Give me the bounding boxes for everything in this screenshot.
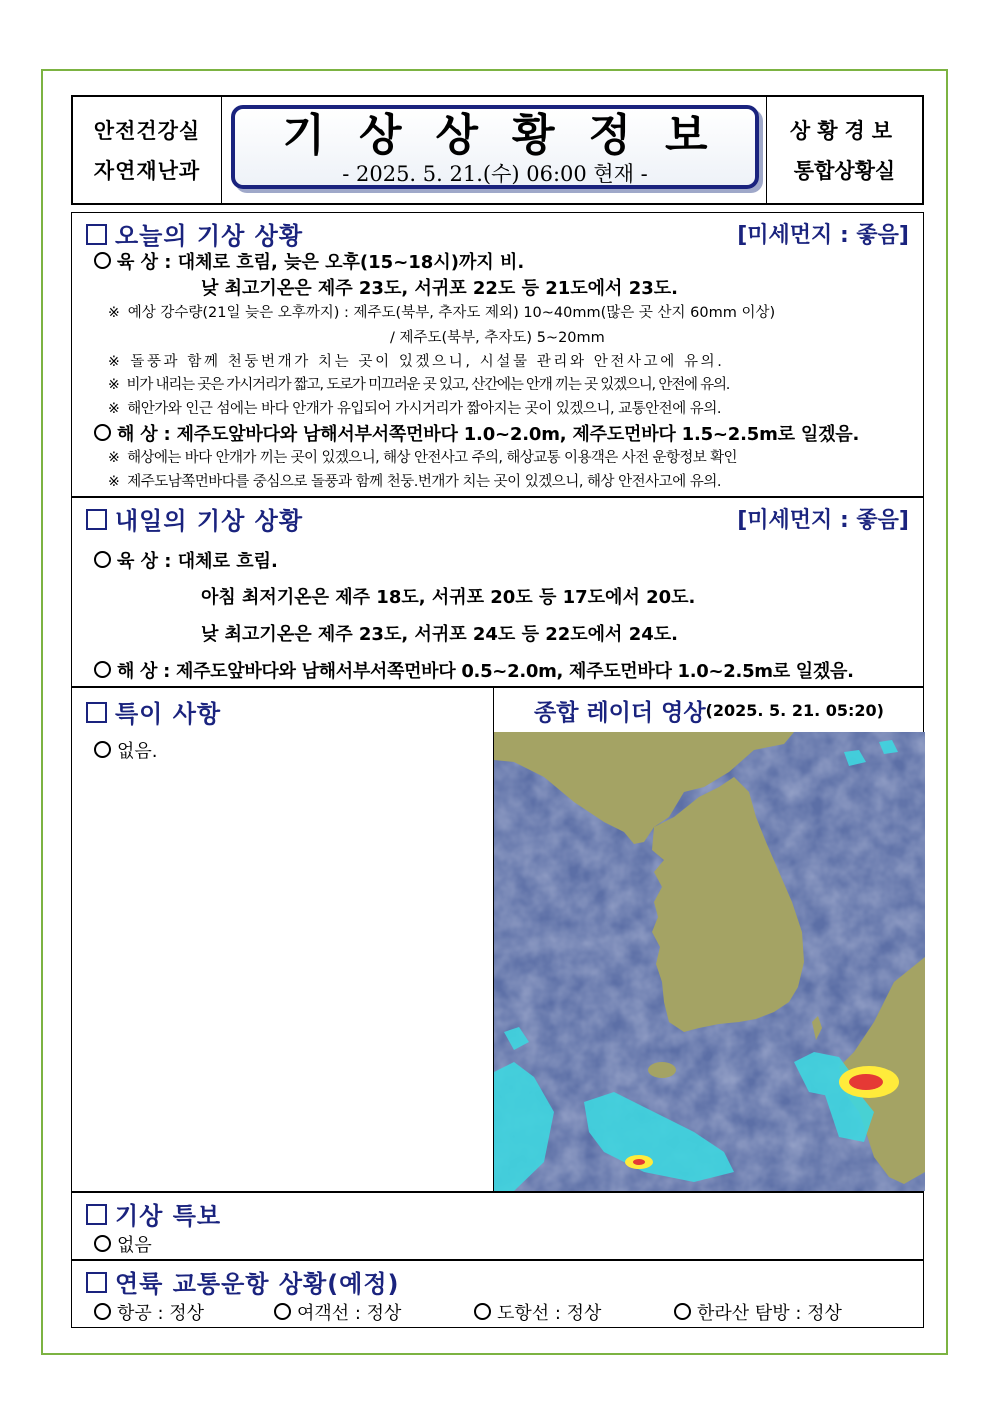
tomorrow-max-temp: 낮 최고기온은 제주 23도, 서귀포 24도 등 22도에서 24도.	[201, 624, 678, 645]
circle-bullet-icon	[94, 252, 111, 269]
issuer-center: 통합상황실	[793, 159, 896, 183]
special-section	[71, 687, 924, 1192]
tomorrow-dust: [미세먼지 : 좋음]	[737, 508, 909, 533]
issuer-left	[73, 97, 222, 203]
note-mark-icon: ※	[108, 377, 119, 393]
transport-air: 항공 : 정상	[94, 1299, 204, 1325]
today-title-text: 오늘의 기상 상황	[115, 222, 303, 250]
note-rain-line1: 예상 강수량(21일 늦은 오후까지) : 제주도(북부, 추자도 제외) 10~40mm(많은 곳 산지 60mm 이상)	[127, 305, 776, 321]
note-mark-icon: ※	[108, 401, 120, 417]
note-road: ※ 비가 내리는 곳은 가시거리가 짧고, 도로가 미끄러운 곳 있고, 산간에는 안개 끼는 곳 있겠으니, 안전에 유의.	[108, 377, 730, 393]
report-date: - 2025. 5. 21.(수) 06:00 현재 -	[342, 162, 648, 186]
circle-bullet-icon	[94, 661, 111, 678]
tomorrow-land: 육 상 : 대체로 흐림.	[94, 547, 278, 573]
land-label: 육 상 :	[117, 252, 172, 273]
today-title	[86, 216, 303, 251]
note-fog: ※ 해안가와 인근 섬에는 바다 안개가 유입되어 가시거리가 짧아지는 곳이 있겠으니, 교통안전에 유의.	[108, 401, 721, 417]
tomorrow-sea: 해 상 : 제주도앞바다와 남해서부서쪽먼바다 0.5~2.0m, 제주도먼바다 1.0~2.5m로 일겠음.	[94, 657, 854, 683]
transport-hallasan: 한라산 탐방 : 정상	[674, 1299, 842, 1325]
checkbox-icon	[86, 1272, 107, 1293]
note-rain-line2: / 제주도(북부, 추자도) 5~20mm	[390, 330, 605, 346]
checkbox-icon	[86, 702, 107, 723]
issuer-alert: 상황경보	[789, 119, 900, 143]
today-sea: 해 상 : 제주도앞바다와 남해서부서쪽먼바다 1.0~2.0m, 제주도먼바다 1.5~2.5m로 일겠음.	[94, 420, 859, 446]
today-section	[71, 212, 924, 497]
note-rain	[108, 301, 775, 322]
issuer-right	[766, 97, 922, 203]
special-title: 특이 사항	[86, 694, 221, 729]
warning-item: 없음	[94, 1231, 152, 1257]
tomorrow-min-temp: 아침 최저기온은 제주 18도, 서귀포 20도 등 17도에서 20도.	[201, 587, 696, 608]
issuer-dept: 안전건강실	[93, 119, 201, 143]
today-land	[94, 248, 524, 274]
transport-title: 연륙 교통운항 상황(예정)	[86, 1264, 400, 1299]
note-mark-icon: ※	[108, 354, 123, 370]
transport-ferry: 여객선 : 정상	[274, 1299, 401, 1325]
radar-time: (2025. 5. 21. 05:20)	[705, 700, 884, 720]
today-dust: [미세먼지 : 좋음]	[737, 223, 909, 248]
circle-bullet-icon	[94, 741, 111, 758]
checkbox-icon	[86, 509, 107, 530]
today-land-line2: 낮 최고기온은 제주 23도, 서귀포 22도 등 21도에서 23도.	[201, 278, 678, 299]
circle-bullet-icon	[274, 1303, 291, 1320]
page-title: 기상상황정보	[282, 110, 742, 161]
sea-label: 해 상 :	[117, 424, 171, 445]
circle-bullet-icon	[94, 1303, 111, 1320]
warning-title: 기상 특보	[86, 1196, 221, 1231]
special-item: 없음.	[94, 737, 158, 763]
radar-image	[493, 732, 925, 1191]
circle-bullet-icon	[94, 551, 111, 568]
note-mark-icon: ※	[108, 474, 120, 490]
note-gust: ※ 돌풍과 함께 천둥번개가 치는 곳이 있겠으니, 시설물 관리와 안전사고에 유의.	[108, 354, 725, 370]
today-land-line1: 대체로 흐림, 늦은 오후(15~18시)까지 비.	[177, 252, 525, 273]
circle-bullet-icon	[674, 1303, 691, 1320]
circle-bullet-icon	[94, 424, 111, 441]
circle-bullet-icon	[94, 1235, 111, 1252]
radar-header	[493, 688, 924, 733]
warning-section	[71, 1192, 924, 1260]
note-mark-icon: ※	[108, 305, 120, 321]
note-mark-icon: ※	[108, 450, 120, 466]
tomorrow-section	[71, 497, 924, 687]
report-header	[71, 95, 924, 205]
transport-section	[71, 1260, 924, 1328]
radar-map	[494, 732, 925, 1191]
circle-bullet-icon	[474, 1303, 491, 1320]
note-sea2: ※ 제주도남쪽먼바다를 중심으로 돌풍과 함께 천둥.번개가 치는 곳이 있겠으니, 해상 안전사고에 유의.	[108, 474, 721, 490]
checkbox-icon	[86, 1204, 107, 1225]
radar-title: 종합 레이더 영상	[534, 699, 706, 726]
title-box	[231, 105, 759, 189]
tomorrow-title: 내일의 기상 상황	[86, 501, 303, 536]
note-sea1: ※ 해상에는 바다 안개가 끼는 곳이 있겠으니, 해상 안전사고 주의, 해상교통 이용객은 사전 운항정보 확인	[108, 450, 737, 466]
transport-island-ferry: 도항선 : 정상	[474, 1299, 601, 1325]
checkbox-icon	[86, 224, 107, 245]
issuer-division: 자연재난과	[93, 159, 201, 183]
land-jeju	[648, 1062, 676, 1078]
